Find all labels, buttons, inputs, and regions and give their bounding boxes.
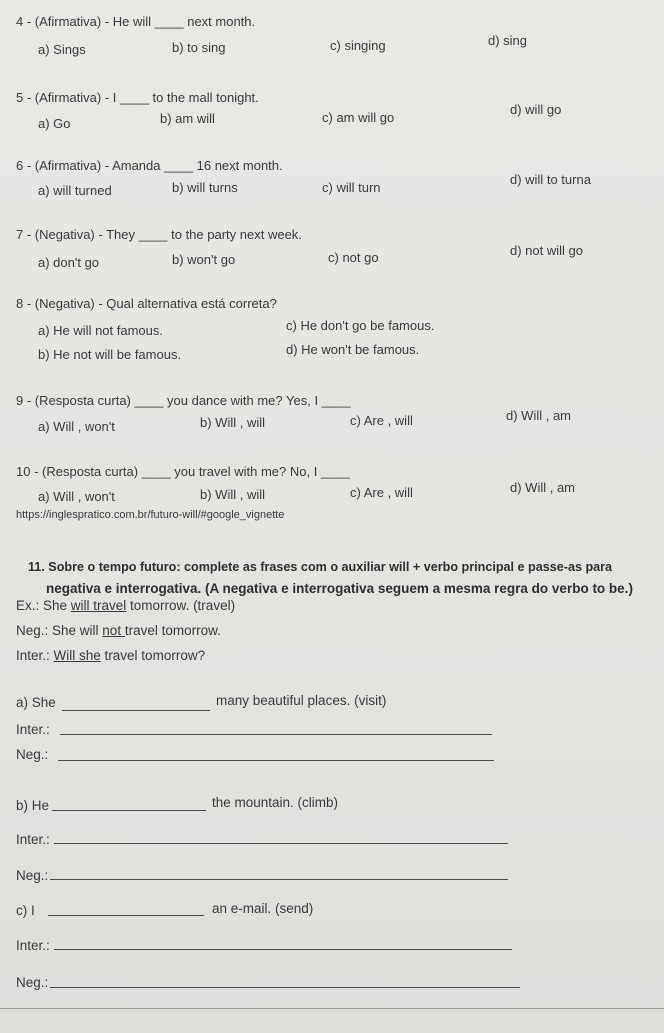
- q6-option-b: b) will turns: [172, 180, 238, 195]
- example-negative: Neg.: She will not travel tomorrow.: [16, 623, 221, 638]
- item-a-inter-blank[interactable]: [60, 734, 492, 735]
- item-b-lead: b) He: [16, 798, 50, 813]
- item-c-neg-label: Neg.:: [16, 975, 49, 990]
- q7-option-c: c) not go: [328, 250, 379, 265]
- q8-option-a: a) He will not famous.: [38, 323, 163, 338]
- item-c-inter-label: Inter.:: [16, 938, 50, 953]
- example-sentence: Ex.: She will travel tomorrow. (travel): [16, 598, 236, 613]
- q5-option-c: c) am will go: [322, 110, 395, 125]
- q4-option-a: a) Sings: [38, 42, 86, 57]
- q9-option-d: d) Will , am: [506, 408, 571, 423]
- item-b-inter-blank[interactable]: [54, 843, 508, 844]
- q7-option-b: b) won't go: [172, 252, 236, 267]
- q5-option-b: b) am will: [160, 111, 215, 126]
- q7-option-d: d) not will go: [510, 243, 583, 258]
- q5-option-d: d) will go: [510, 102, 562, 117]
- q11-instruction-line1: 11. Sobre o tempo futuro: complete as frases com o auxiliar will + verbo principal e passe-as para: [28, 560, 613, 574]
- q9-option-a: a) Will , won't: [38, 419, 115, 434]
- item-b-inter-label: Inter.:: [16, 832, 50, 847]
- q5-option-a: a) Go: [38, 116, 71, 131]
- item-a-tail: many beautiful places. (visit): [216, 693, 387, 708]
- item-b-tail: the mountain. (climb): [212, 795, 339, 810]
- item-b-blank[interactable]: [52, 810, 206, 811]
- q4-option-d: d) sing: [488, 33, 528, 48]
- question-6-stem: 6 - (Afirmativa) - Amanda ____ 16 next month.: [16, 158, 283, 173]
- item-c-neg-blank[interactable]: [50, 987, 520, 988]
- item-b-neg-blank[interactable]: [50, 879, 508, 880]
- item-c-lead: c) I: [16, 903, 35, 918]
- item-c-tail: an e-mail. (send): [212, 901, 314, 916]
- item-c-blank[interactable]: [48, 915, 204, 916]
- q8-option-c: c) He don't go be famous.: [286, 318, 435, 333]
- q10-option-c: c) Are , will: [350, 485, 413, 500]
- q4-option-b: b) to sing: [172, 40, 226, 55]
- q10-option-a: a) Will , won't: [38, 489, 115, 504]
- q8-option-d: d) He won't be famous.: [286, 342, 420, 357]
- item-a-lead: a) She: [16, 695, 56, 710]
- item-a-neg-label: Neg.:: [16, 747, 49, 762]
- item-b-neg-label: Neg.:: [16, 868, 49, 883]
- example-interrogative: Inter.: Will she travel tomorrow?: [16, 648, 206, 663]
- question-4-stem: 4 - (Afirmativa) - He will ____ next month.: [16, 14, 256, 29]
- q6-option-c: c) will turn: [322, 180, 381, 195]
- page-bottom-rule: [0, 1008, 664, 1009]
- q7-option-a: a) don't go: [38, 255, 100, 270]
- q9-option-b: b) Will , will: [200, 415, 265, 430]
- q9-option-c: c) Are , will: [350, 413, 413, 428]
- item-a-inter-label: Inter.:: [16, 722, 50, 737]
- q11-instruction-line2: negativa e interrogativa. (A negativa e interrogativa seguem a mesma regra do verbo to be.): [46, 581, 633, 596]
- item-c-inter-blank[interactable]: [54, 949, 512, 950]
- item-a-neg-blank[interactable]: [58, 760, 494, 761]
- question-7-stem: 7 - (Negativa) - They ____ to the party next week.: [16, 227, 302, 242]
- q10-option-d: d) Will , am: [510, 480, 575, 495]
- source-url: https://inglespratico.com.br/futuro-will/#google_vignette: [16, 509, 285, 521]
- q10-option-b: b) Will , will: [200, 487, 265, 502]
- q6-option-a: a) will turned: [38, 183, 112, 198]
- item-a-blank[interactable]: [62, 710, 210, 711]
- question-10-stem: 10 - (Resposta curta) ____ you travel with me? No, I ____: [16, 464, 350, 479]
- question-8-stem: 8 - (Negativa) - Qual alternativa está correta?: [16, 296, 277, 311]
- question-5-stem: 5 - (Afirmativa) - I ____ to the mall tonight.: [16, 90, 259, 105]
- q8-option-b: b) He not will be famous.: [38, 347, 182, 362]
- q4-option-c: c) singing: [330, 38, 386, 53]
- q6-option-d: d) will to turna: [510, 172, 591, 187]
- question-9-stem: 9 - (Resposta curta) ____ you dance with me? Yes, I ____: [16, 393, 351, 408]
